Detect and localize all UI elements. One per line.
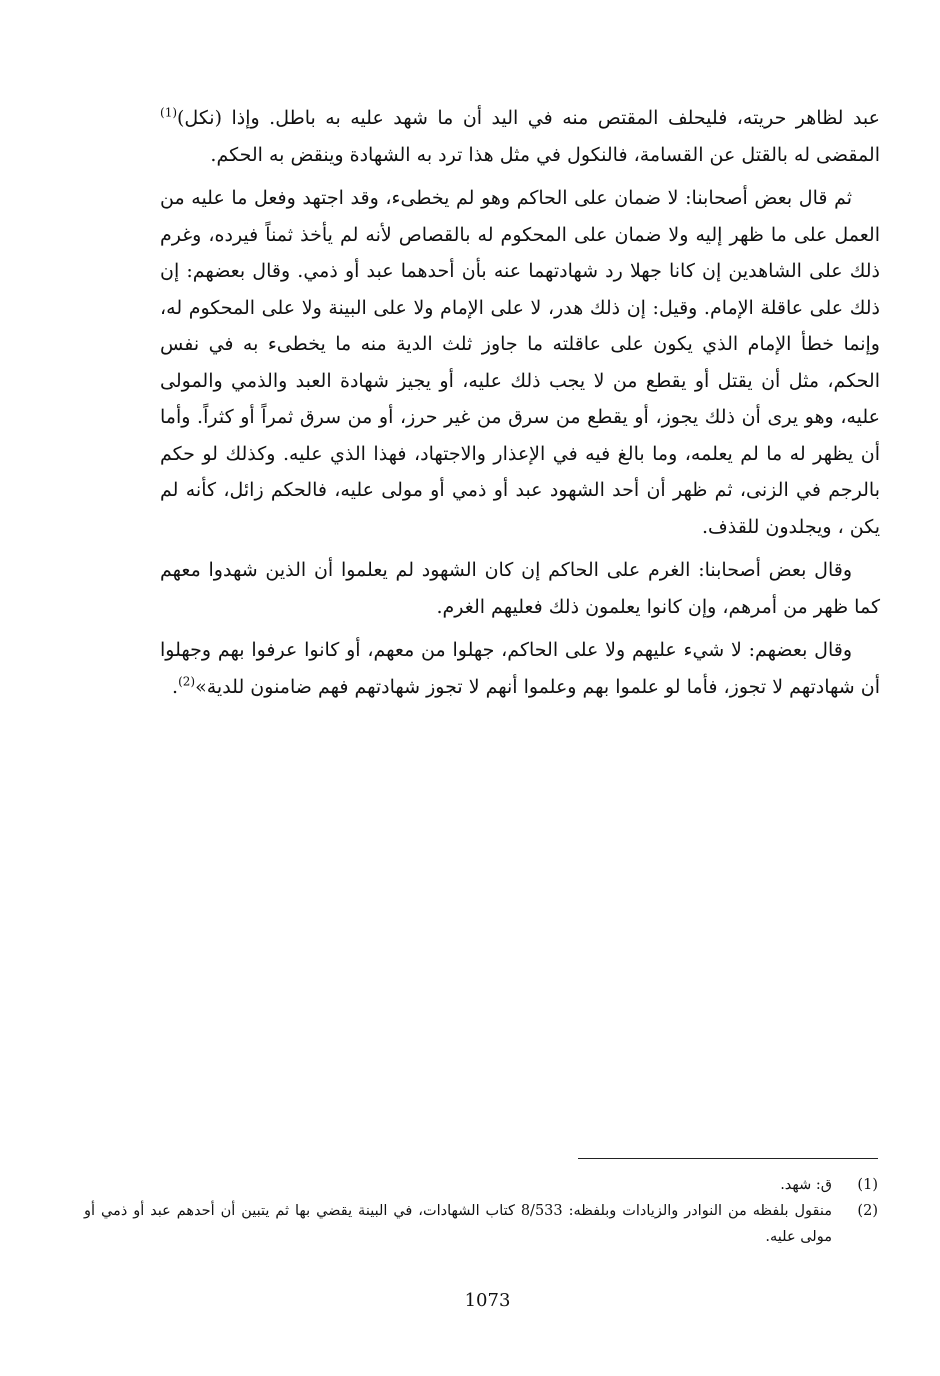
paragraph-2 bbox=[160, 180, 880, 545]
footnote-ref-1: (1) bbox=[160, 105, 178, 120]
paragraph-1-tail: المقضى له بالقتل عن القسامة، فالنكول في مثل هذا ترد به الشهادة وينقض به الحكم. bbox=[210, 143, 880, 166]
page-number: 1073 bbox=[464, 1290, 511, 1311]
paragraph-1 bbox=[160, 100, 880, 173]
footnote-2 bbox=[84, 1198, 878, 1250]
paragraph-3 bbox=[160, 552, 880, 625]
paragraph-4 bbox=[160, 632, 880, 705]
paragraph-4-tail: . bbox=[172, 675, 179, 698]
paragraph-4-text: وقال بعضهم: لا شيء عليهم ولا على الحاكم، جهلوا من معهم، أو كانوا عرفوا بهم وجهلوا أن شهادتهم لا تجوز، فأما لو علموا بهم وعلموا أنهم لا تجوز شهادتهم فهم ضامنون للدية» bbox=[160, 639, 880, 698]
paragraph-1-text: عبد لظاهر حريته، فليحلف المقتص منه في اليد أن ما شهد عليه به باطل. وإذا (نكل) bbox=[177, 107, 880, 129]
paragraph-2-text: ثم قال بعض أصحابنا: لا ضمان على الحاكم وهو لم يخطىء، وقد اجتهد وفعل ما عليه من العمل على ما ظهر إليه ولا ضمان على المحكوم له بالقصاص لأنه لم يأخذ ثمناً فيرده، وغرم ذلك على الشاهدين إن كانا جهلا رد شهادتهما عنه بأن أحدهما عبد أو ذمي. وقال بعضهم: إن ذلك على عاقلة الإمام. وقيل: إن ذلك هدر، لا على الإمام ولا على البينة ولا على المحكوم له، وإنما خطأ الإمام الذي يكون على عاقلته ما جاوز ثلث الدية منه ما يخطىء به في نفس الحكم، مثل أن يقتل أو يقطع من لا يجب ذلك عليه، أو يجيز شهادة العبد والذمي والمولى عليه، وهو يرى أن ذلك يجوز، أو يقطع من سرق من غير حرز، أو من سرق ثمراً أو كثراً. وأما أن يظهر له ما لم يعلمه، وما بالغ فيه في الإعذار والاجتهاد، فهذا الذي عليه. وكذلك لو حكم بالرجم في الزنى، ثم ظهر أن أحد الشهود عبد أو ذمي أو مولى عليه، فالحكم زائل، كأنه لم يكن ، ويجلدون للقذف. bbox=[160, 187, 880, 538]
footnotes bbox=[84, 1172, 878, 1250]
footnote-1-number: (1) bbox=[857, 1177, 878, 1193]
footnote-1-text: ق: شهد. bbox=[780, 1177, 832, 1193]
footnote-1 bbox=[84, 1172, 878, 1198]
footnote-ref-2: (2) bbox=[178, 674, 196, 689]
footnote-divider bbox=[578, 1158, 878, 1159]
paragraph-3-text: وقال بعض أصحابنا: الغرم على الحاكم إن كان الشهود لم يعلموا أن الذين شهدوا معهم كما ظهر من أمرهم، وإن كانوا يعلمون ذلك فعليهم الغرم. bbox=[160, 559, 880, 618]
main-text bbox=[160, 100, 880, 712]
footnote-2-number: (2) bbox=[857, 1203, 878, 1219]
footnote-2-text: منقول بلفظه من النوادر والزيادات وبلفظه: 8/533 كتاب الشهادات، في البينة يقضي بها ثم يتبين أن أحدهم عبد أو ذمي أو مولى عليه. bbox=[84, 1203, 832, 1245]
